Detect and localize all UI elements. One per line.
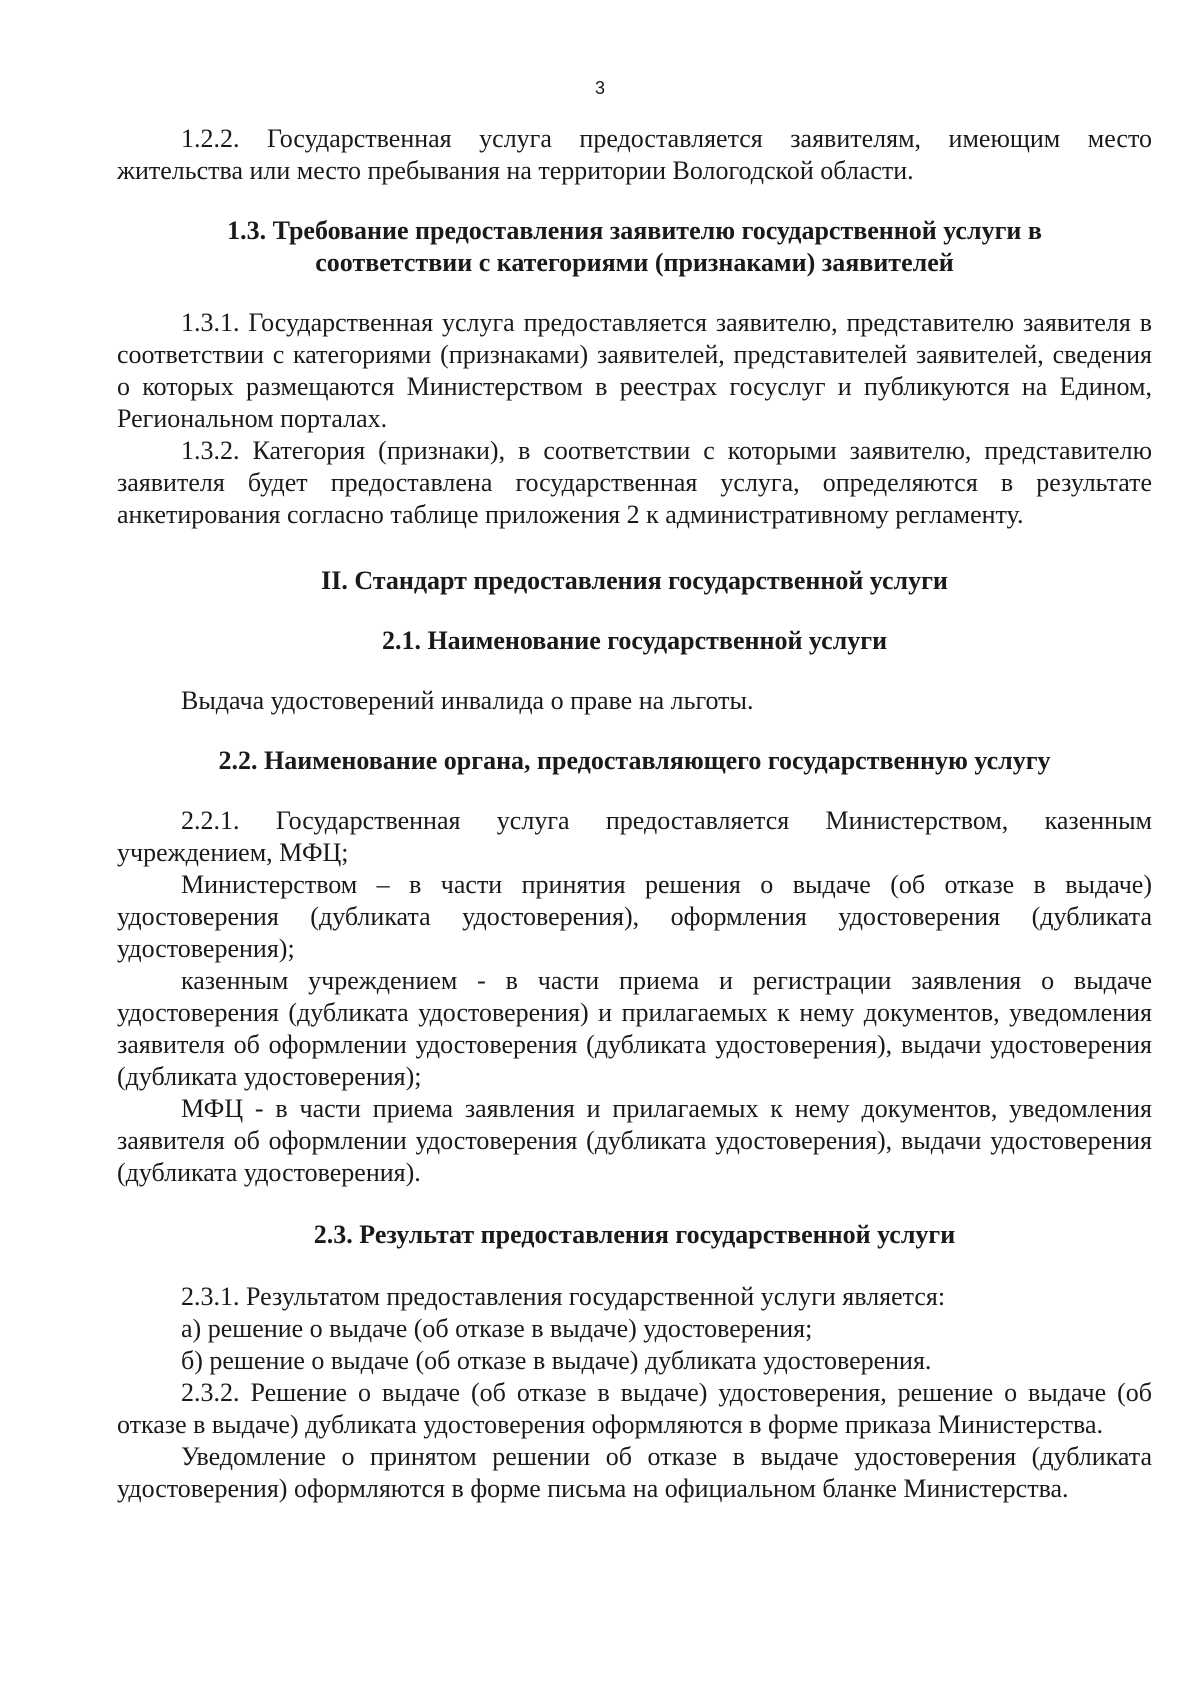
paragraph-2-3-2: 2.3.2. Решение о выдаче (об отказе в выдаче) удостоверения, решение о выдаче (об отказе в выдаче) дубликата удостоверения оформляются в форме приказа Министерства. (117, 1378, 1152, 1439)
document-body (117, 123, 1152, 1505)
paragraph-1-3-2: 1.3.2. Категория (признаки), в соответствии с которыми заявителю, представителю заявителя будет предоставлена государственная услуга, определяются в результате анкетирования согласно таблице приложения 2 к административному регламенту. (117, 436, 1152, 529)
heading-2-1: 2.1. Наименование государственной услуги (381, 626, 888, 655)
heading-section-ii: II. Стандарт предоставления государственной услуги (321, 566, 948, 595)
paragraph-2-3-1-b: б) решение о выдаче (об отказе в выдаче) дубликата удостоверения. (181, 1346, 932, 1375)
heading-1-3 (117, 215, 1152, 279)
paragraph-2-2-ministry: Министерством – в части принятия решения о выдаче (об отказе в выдаче) удостоверения (дубликата удостоверения), оформления удостоверения (дубликата удостоверения); (117, 870, 1152, 963)
paragraph-2-3-notice: Уведомление о принятом решении об отказе в выдаче удостоверения (дубликата удостоверения) оформляются в форме письма на официальном бланке Министерства. (117, 1442, 1152, 1503)
heading-2-3: 2.3. Результат предоставления государственной услуги (313, 1220, 956, 1249)
paragraph-1-2-2: 1.2.2. Государственная услуга предоставляется заявителям, имеющим место жительства или место пребывания на территории Вологодской области. (117, 124, 1152, 185)
heading-2-2: 2.2. Наименование органа, предоставляющего государственную услугу (218, 746, 1051, 775)
page-number: 3 (594, 78, 605, 98)
paragraph-1-3-1: 1.3.1. Государственная услуга предоставляется заявителю, представителю заявителя в соответствии с категориями (признаками) заявителей, представителей заявителей, сведения о которых размещаются Министерством в реестрах госуслуг и публикуются на Едином, Региональном порталах. (117, 308, 1152, 433)
heading-1-3-line2: соответствии с категориями (признаками) заявителей (315, 248, 954, 277)
paragraph-2-2-1: 2.2.1. Государственная услуга предоставляется Министерством, казенным учреждением, МФЦ; (117, 806, 1152, 867)
paragraph-2-2-mfc: МФЦ - в части приема заявления и прилагаемых к нему документов, уведомления заявителя об оформлении удостоверения (дубликата удостоверения), выдачи удостоверения (дубликата удостоверения). (117, 1094, 1152, 1187)
paragraph-2-1: Выдача удостоверений инвалида о праве на льготы. (181, 686, 754, 715)
paragraph-2-3-1-a: а) решение о выдаче (об отказе в выдаче) удостоверения; (181, 1314, 813, 1343)
paragraph-2-2-institution: казенным учреждением - в части приема и регистрации заявления о выдаче удостоверения (дубликата удостоверения) и прилагаемых к нему документов, уведомления заявителя об оформлении удостоверения (дубликата удостоверения), выдачи удостоверения (дубликата удостоверения); (117, 966, 1152, 1091)
paragraph-2-3-1: 2.3.1. Результатом предоставления государственной услуги является: (181, 1282, 946, 1311)
heading-1-3-line1: 1.3. Требование предоставления заявителю государственной услуги в (227, 216, 1042, 245)
